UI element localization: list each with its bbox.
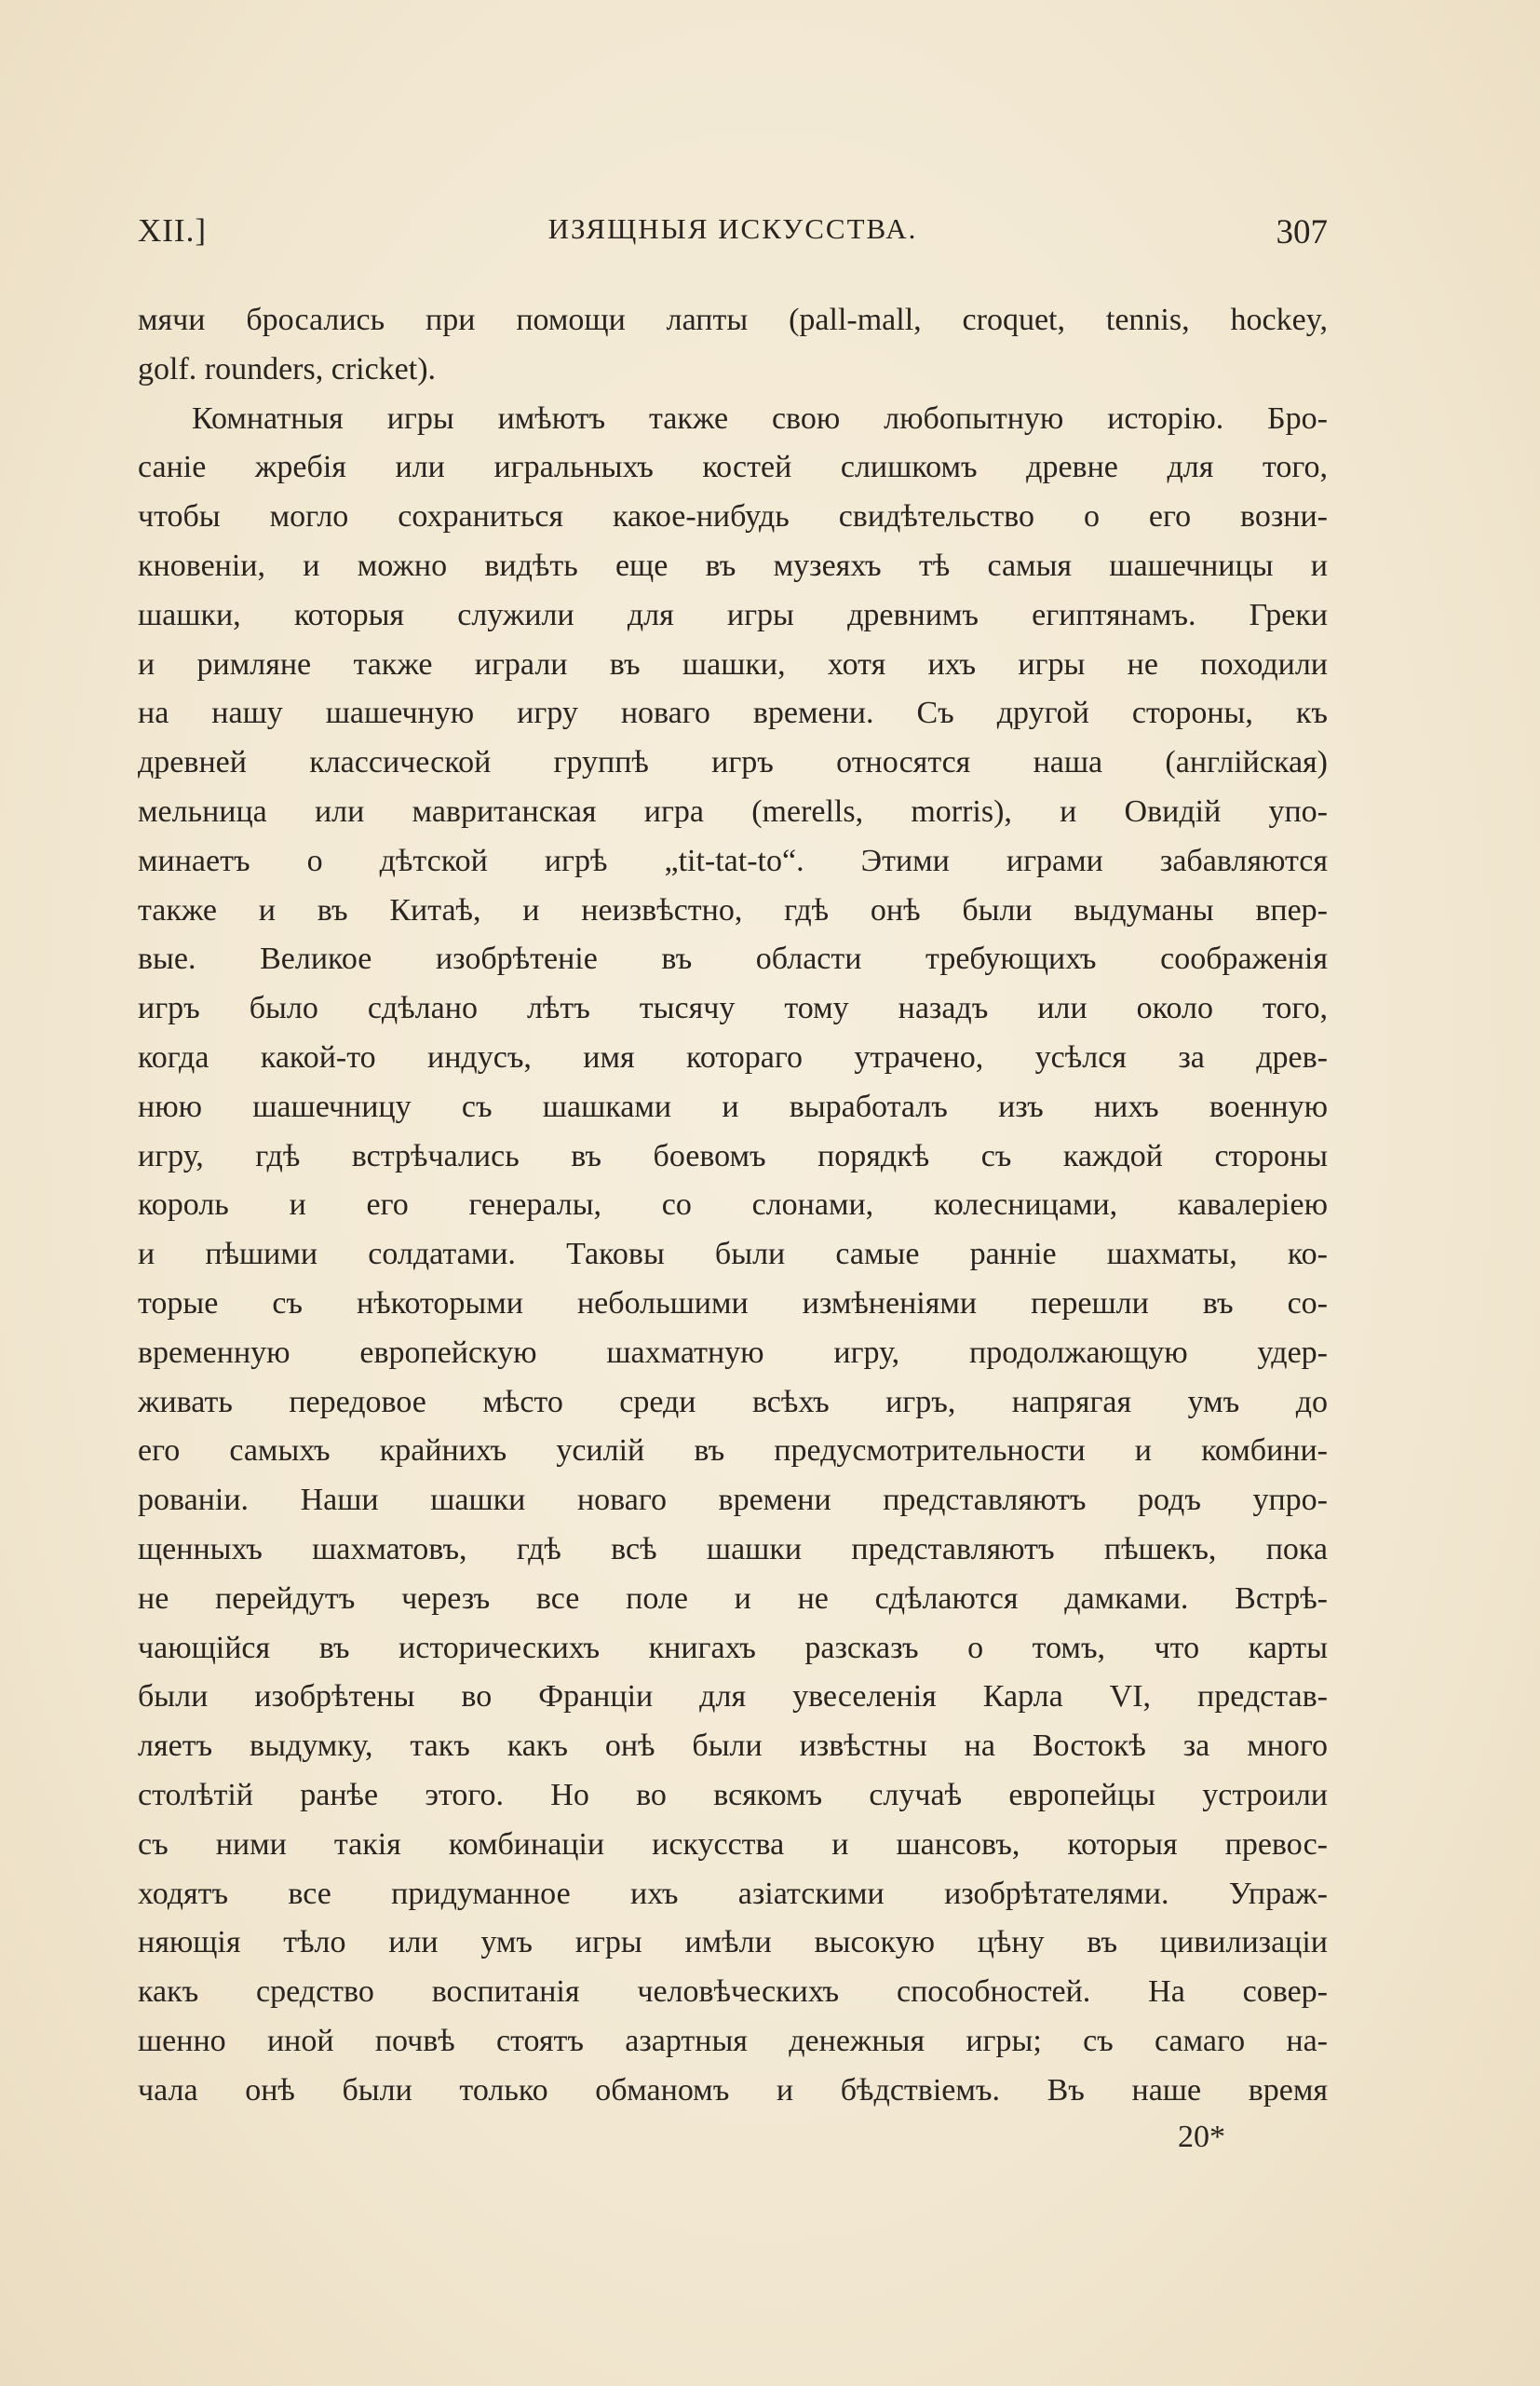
text-line: какъ средство воспитанія человѣческихъ способностей. На совер- [138, 1974, 1328, 2010]
page-number: 307 [1276, 213, 1328, 251]
text-line: саніе жребія или игральныхъ костей слишкомъ древне для того, [138, 450, 1328, 485]
text-line: мячи бросались при помощи лапты (pall-mall, croquet, tennis, hockey, [138, 303, 1328, 337]
text-line: рованіи. Наши шашки новаго времени представляютъ родъ упро- [138, 1483, 1328, 1518]
text-line: ходятъ все придуманное ихъ азіатскими изобрѣтателями. Упраж- [138, 1876, 1328, 1911]
text-line: живать передовое мѣсто среди всѣхъ игръ, напрягая умъ до [138, 1384, 1328, 1419]
text-line: шашки, которыя служили для игры древнимъ египтянамъ. Греки [138, 597, 1328, 632]
text-line: минаетъ о дѣтской игрѣ „tit-tat-to“. Этими играми забавляются [138, 843, 1328, 878]
text-line: кновеніи, и можно видѣть еще въ музеяхъ тѣ самыя шашечницы и [138, 548, 1328, 583]
text-line: вые. Великое изобрѣтеніе въ области требующихъ соображенія [138, 942, 1328, 977]
chapter-marker: XII.] [138, 212, 207, 249]
text-line: чающійся въ историческихъ книгахъ разсказъ о томъ, что карты [138, 1630, 1328, 1665]
text-line: не перейдутъ черезъ все поле и не сдѣлаются дамками. Встрѣ- [138, 1580, 1328, 1616]
text-line: щенныхъ шахматовъ, гдѣ всѣ шашки представляютъ пѣшекъ, пока [138, 1531, 1328, 1566]
text-line: его самыхъ крайнихъ усилій въ предусмотрительности и комбини- [138, 1433, 1328, 1469]
text-line: чала онѣ были только обманомъ и бѣдствіемъ. Въ наше время [138, 2072, 1328, 2108]
text-line: на нашу шашечную игру новаго времени. Съ другой стороны, къ [138, 696, 1328, 731]
text-line: были изобрѣтены во Франціи для увеселенія Карла VI, представ- [138, 1679, 1328, 1715]
text-line: мельница или мавританская игра (merells, morris), и Овидій упо- [138, 793, 1328, 829]
text-line: игру, гдѣ встрѣчались въ боевомъ порядкѣ съ каждой стороны [138, 1138, 1328, 1173]
text-line: игръ было сдѣлано лѣтъ тысячу тому назадъ или около того, [138, 991, 1328, 1026]
text-line: чтобы могло сохраниться какое-нибудь свидѣтельство о его возни- [138, 499, 1328, 535]
text-line: няющія тѣло или умъ игры имѣли высокую цѣну въ цивилизаціи [138, 1925, 1328, 1960]
text-line: и пѣшими солдатами. Таковы были самые ранніе шахматы, ко- [138, 1237, 1328, 1272]
printer-signature-mark: 20* [1178, 2120, 1225, 2154]
text-line: торые съ нѣкоторыми небольшими измѣненіями перешли въ со- [138, 1285, 1328, 1321]
text-line: столѣтій ранѣе этого. Но во всякомъ случаѣ европейцы устроили [138, 1777, 1328, 1812]
text-line: когда какой-то индусъ, имя котораго утрачено, усѣлся за древ- [138, 1039, 1328, 1075]
text-line: и римляне также играли въ шашки, хотя ихъ игры не походили [138, 646, 1328, 682]
text-line: король и его генералы, со слонами, колесницами, кавалеріею [138, 1187, 1328, 1223]
text-line: ляетъ выдумку, такъ какъ онѣ были извѣстны на Востокѣ за много [138, 1728, 1328, 1764]
body-text [138, 296, 1328, 2115]
text-line: съ ними такія комбинаціи искусства и шансовъ, которыя превос- [138, 1826, 1328, 1862]
text-line: также и въ Китаѣ, и неизвѣстно, гдѣ онѣ были выдуманы впер- [138, 892, 1328, 928]
text-line: golf. rounders, cricket). [138, 351, 437, 386]
text-line: Комнатныя игры имѣютъ также свою любопытную исторію. Бро- [192, 400, 1328, 436]
running-header [138, 212, 1328, 259]
text-line: временную европейскую шахматную игру, продолжающую удер- [138, 1335, 1328, 1370]
running-title: ИЗЯЩНЫЯ ИСКУССТВА. [547, 212, 918, 245]
text-line: нюю шашечницу съ шашками и выработалъ изъ нихъ военную [138, 1089, 1328, 1124]
text-line: шенно иной почвѣ стоятъ азартныя денежныя игры; съ самаго на- [138, 2023, 1328, 2058]
text-line: древней классической группѣ игръ относятся наша (англійская) [138, 745, 1328, 780]
